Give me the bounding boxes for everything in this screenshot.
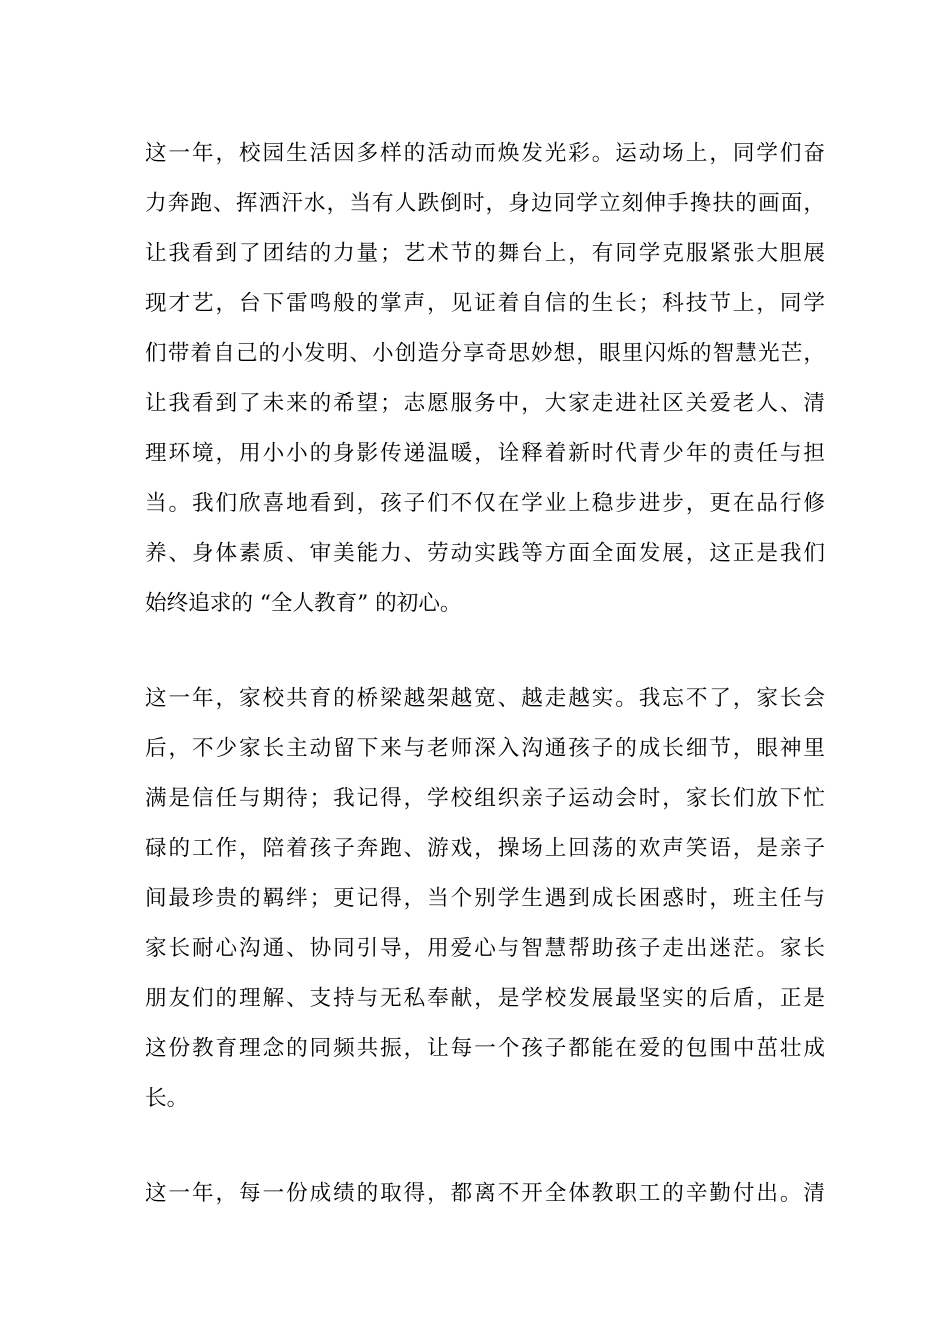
text-line: 碌的工作，陪着孩子奔跑、游戏，操场上回荡的欢声笑语，是亲子 xyxy=(145,836,825,861)
text-line: 们带着自己的小发明、小创造分享奇思妙想，眼里闪烁的智慧光芒， xyxy=(145,341,825,366)
text-line: 这一年，每一份成绩的取得，都离不开全体教职工的辛勤付出。清 xyxy=(145,1181,825,1206)
text-line: 后，不少家长主动留下来与老师深入沟通孩子的成长细节，眼神里 xyxy=(145,736,825,761)
text-line: 当。我们欣喜地看到，孩子们不仅在学业上稳步进步，更在品行修 xyxy=(145,491,825,516)
text-line: 家长耐心沟通、协同引导，用爱心与智慧帮助孩子走出迷茫。家长 xyxy=(145,936,825,961)
paragraph-campus-activities xyxy=(145,129,825,629)
text-line: 这一年，家校共育的桥梁越架越宽、越走越实。我忘不了，家长会 xyxy=(145,686,825,711)
text-line: 让我看到了未来的希望；志愿服务中，大家走进社区关爱老人、清 xyxy=(145,391,825,416)
text-line: 力奔跑、挥洒汗水，当有人跌倒时，身边同学立刻伸手搀扶的画面， xyxy=(145,191,825,216)
text-line: 让我看到了团结的力量；艺术节的舞台上，有同学克服紧张大胆展 xyxy=(145,241,825,266)
text-line: 养、身体素质、审美能力、劳动实践等方面全面发展，这正是我们 xyxy=(145,541,825,566)
text-line: 现才艺，台下雷鸣般的掌声，见证着自信的生长；科技节上，同学 xyxy=(145,291,825,316)
text-line: 间最珍贵的羁绊；更记得，当个别学生遇到成长困惑时，班主任与 xyxy=(145,886,825,911)
paragraph-home-school xyxy=(145,674,825,1124)
text-line: 朋友们的理解、支持与无私奉献，是学校发展最坚实的后盾，正是 xyxy=(145,986,825,1011)
paragraph-staff xyxy=(145,1169,825,1219)
text-line: 理环境，用小小的身影传递温暖，诠释着新时代青少年的责任与担 xyxy=(145,441,825,466)
text-line: 这份教育理念的同频共振，让每一个孩子都能在爱的包围中茁壮成 xyxy=(145,1036,825,1061)
text-line: 满是信任与期待；我记得，学校组织亲子运动会时，家长们放下忙 xyxy=(145,786,825,811)
text-line: 长。 xyxy=(145,1086,189,1111)
text-line: 始终追求的 “全人教育” 的初心。 xyxy=(145,591,462,616)
text-line: 这一年，校园生活因多样的活动而焕发光彩。运动场上，同学们奋 xyxy=(145,141,825,166)
